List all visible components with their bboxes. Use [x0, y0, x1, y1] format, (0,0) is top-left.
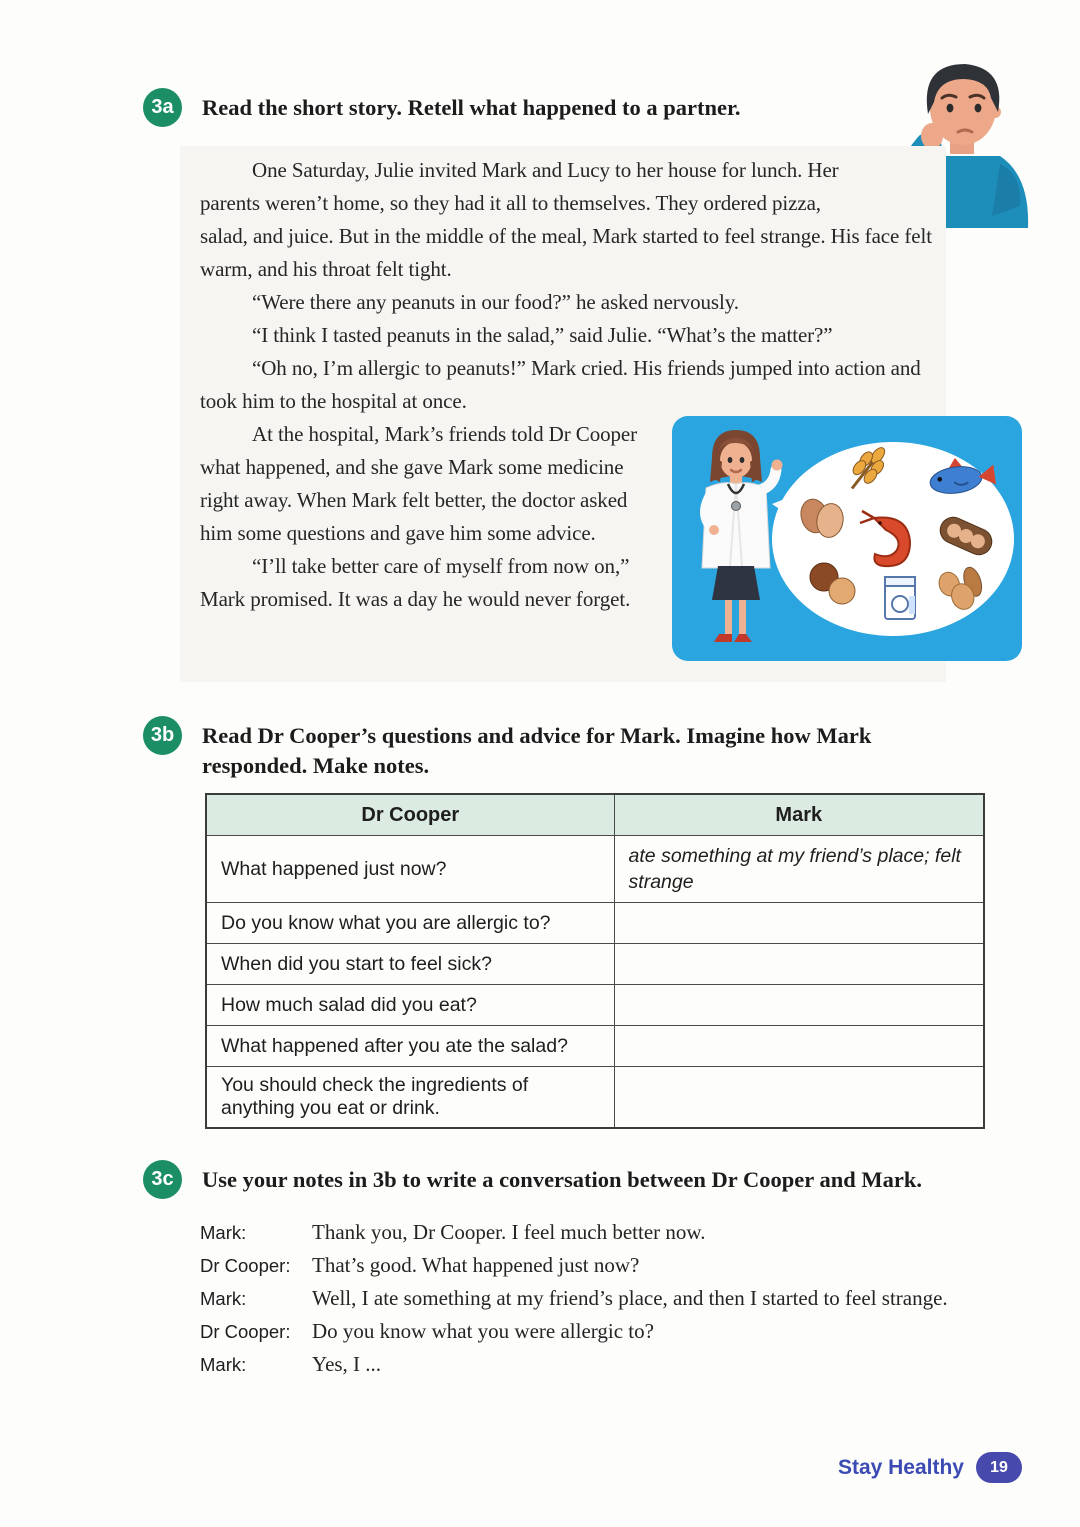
section-3c-title: Use your notes in 3b to write a conversation between Dr Cooper and Mark. [202, 1167, 922, 1192]
story-paragraph: “I think I tasted peanuts in the salad,” said Julie. “What’s the matter?” [252, 323, 833, 347]
table-header-row [206, 794, 984, 836]
story-paragraph: One Saturday, Julie invited Mark and Lucy to her house for lunch. Her parents weren’t home, so they had it all to themselves. They ordered pizza, salad, and juice. But in the middle of the meal, Mark started to feel strange. His face felt warm, and his throat felt tight. [200, 158, 932, 281]
column-header-dr-cooper: Dr Cooper [206, 794, 614, 836]
answer-cell: ate something at my friend’s place; felt strange [614, 836, 984, 903]
section-3c-badge: 3c [143, 1160, 182, 1199]
unit-title: Stay Healthy [837, 1455, 964, 1479]
section-3a-badge: 3a [143, 88, 182, 127]
speaker-label: Dr Cooper: [200, 1321, 291, 1342]
question-cell: Do you know what you are allergic to? [206, 903, 614, 944]
dialogue-row [200, 1249, 1012, 1282]
speaker-label: Mark: [200, 1222, 247, 1243]
speaker-label: Dr Cooper: [200, 1255, 291, 1276]
question-cell: How much salad did you eat? [206, 985, 614, 1026]
table-row [206, 836, 984, 903]
dialogue-line: Yes, I ... [312, 1352, 382, 1376]
milk-icon [885, 577, 915, 619]
dialogue-line: That’s good. What happened just now? [312, 1253, 640, 1277]
answer-cell [614, 1067, 984, 1129]
section-3c-header [143, 1160, 1043, 1199]
answer-cell [614, 944, 984, 985]
dialogue-row [200, 1348, 1012, 1381]
dialogue-line: Do you know what you were allergic to? [312, 1319, 654, 1343]
boy-float-spacer [854, 154, 946, 214]
dialogue-line: Well, I ate something at my friend’s place, and then I started to feel strange. [312, 1286, 948, 1310]
story-paragraph: “Were there any peanuts in our food?” he asked nervously. [252, 290, 739, 314]
section-3a-title: Read the short story. Retell what happened to a partner. [202, 95, 741, 120]
table-row [206, 985, 984, 1026]
section-3b-title: Read Dr Cooper’s questions and advice for Mark. Imagine how Mark responded. Make notes. [202, 723, 872, 778]
story-paragraph: “Oh no, I’m allergic to peanuts!” Mark cried. His friends jumped into action and took him to the hospital at once. [200, 356, 921, 413]
speaker-label: Mark: [200, 1354, 247, 1375]
conversation [200, 1216, 1012, 1381]
question-cell: When did you start to feel sick? [206, 944, 614, 985]
section-3b-badge: 3b [143, 716, 182, 755]
answer-cell [614, 903, 984, 944]
answer-cell [614, 1026, 984, 1067]
page-footer [838, 1452, 1022, 1483]
page-number-badge: 19 [976, 1452, 1022, 1483]
table-row [206, 903, 984, 944]
answer-cell [614, 985, 984, 1026]
dialogue-row [200, 1216, 1012, 1249]
dialogue-row [200, 1315, 1012, 1348]
table-row [206, 944, 984, 985]
doctor-allergens-illustration [672, 416, 1022, 661]
question-cell: You should check the ingredients of anything you eat or drink. [206, 1067, 614, 1129]
table-row [206, 1067, 984, 1129]
column-header-mark: Mark [614, 794, 984, 836]
speaker-label: Mark: [200, 1288, 247, 1309]
story-paragraph: At the hospital, Mark’s friends told Dr Cooper what happened, and she gave Mark some medicine right away. When Mark felt better, the doctor asked him some questions and gave him some advice. [200, 422, 638, 545]
dialogue-line: Thank you, Dr Cooper. I feel much better now. [312, 1220, 706, 1244]
table-row [206, 1026, 984, 1067]
dialogue-row [200, 1282, 1012, 1315]
question-cell: What happened just now? [206, 836, 614, 903]
story-paragraph: “I’ll take better care of myself from now on,” Mark promised. It was a day he would never forget. [200, 554, 631, 611]
question-cell: What happened after you ate the salad? [206, 1026, 614, 1067]
section-3b-header [143, 716, 963, 781]
notes-table [205, 793, 985, 1129]
